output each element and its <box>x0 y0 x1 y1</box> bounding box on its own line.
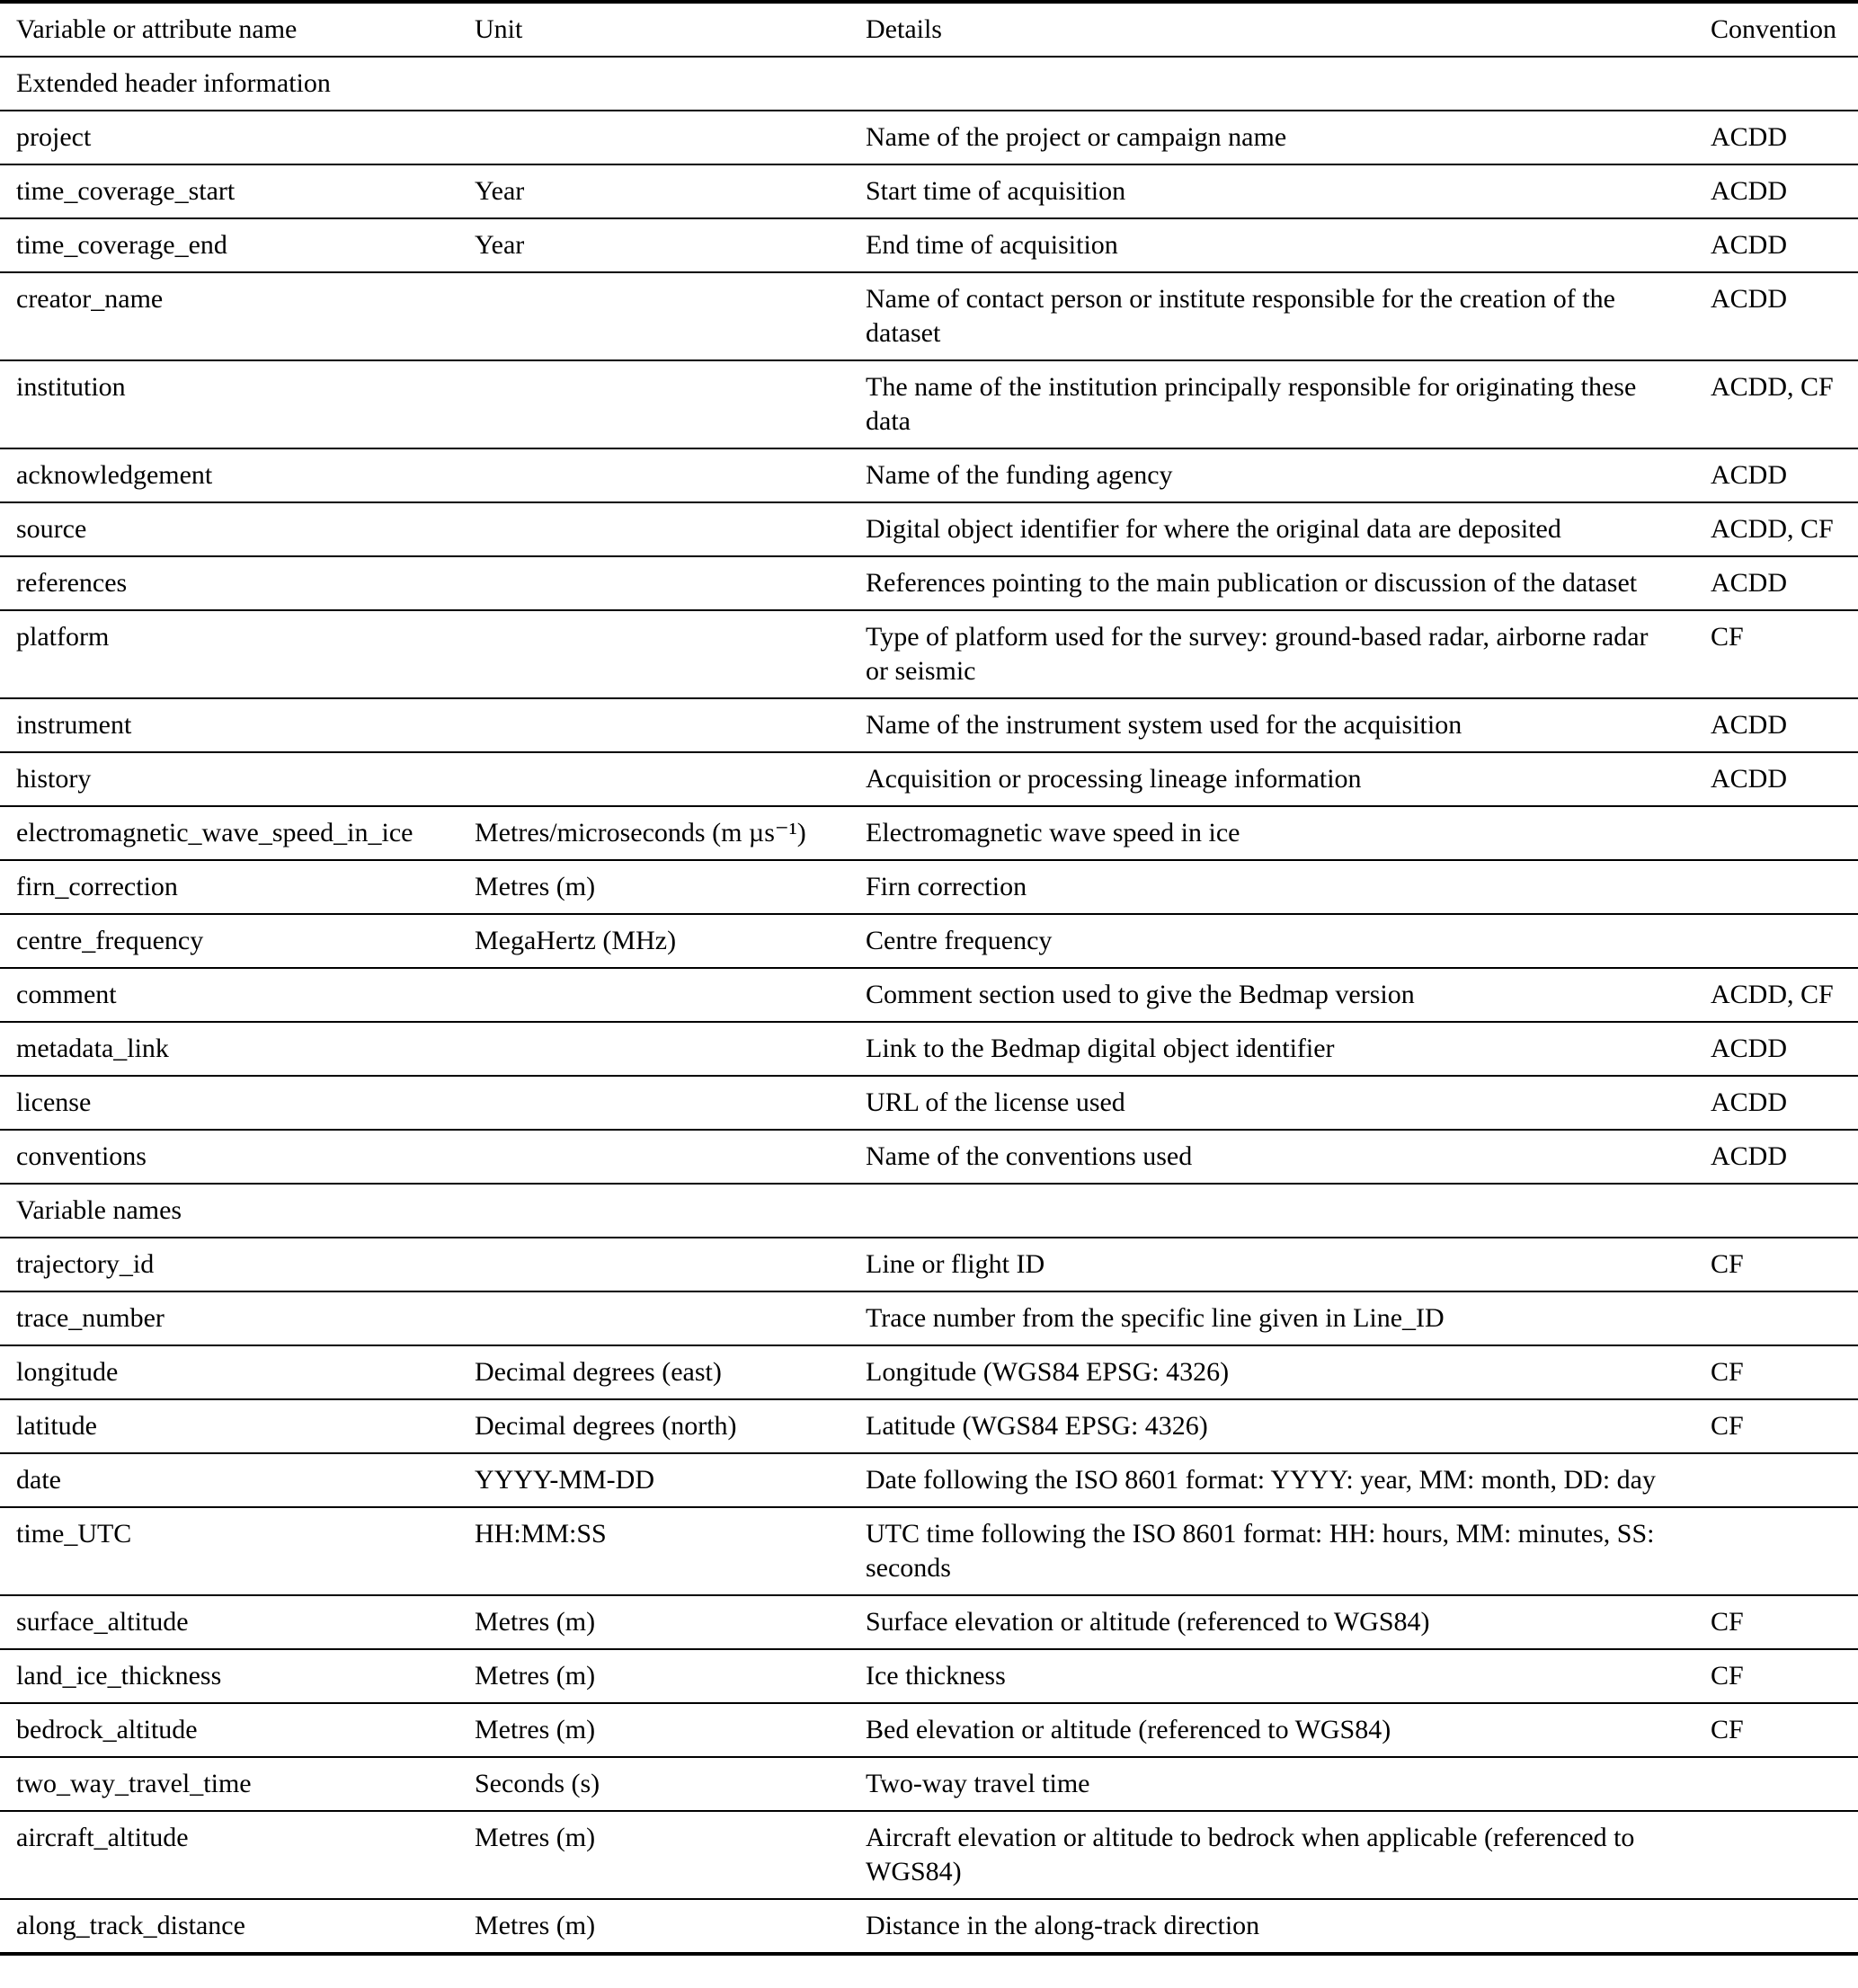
table-row <box>0 752 1858 806</box>
cell-name: trace_number <box>16 1303 164 1333</box>
column-header-variable-name: Variable or attribute name <box>16 14 298 44</box>
section-title-row <box>0 57 1858 111</box>
cell-unit: Metres (m) <box>475 1661 596 1691</box>
cell-unit <box>475 1022 866 1076</box>
cell-convention <box>1711 1291 1858 1345</box>
cell-name: time_coverage_start <box>16 176 236 206</box>
cell-convention: ACDD <box>1711 176 1788 206</box>
cell-details: Line or flight ID <box>866 1249 1045 1279</box>
cell-unit: Metres (m) <box>475 1607 596 1637</box>
table-row <box>0 1757 1858 1811</box>
cell-name: two_way_travel_time <box>16 1769 252 1798</box>
cell-name: history <box>16 764 92 794</box>
section-title: Variable names <box>16 1195 182 1225</box>
cell-name: electromagnetic_wave_speed_in_ice <box>16 818 413 848</box>
cell-name: instrument <box>16 710 132 740</box>
cell-unit: Metres (m) <box>475 1823 596 1852</box>
cell-unit <box>475 968 866 1022</box>
cell-details: Trace number from the specific line given in Line_ID <box>866 1303 1445 1333</box>
table-row <box>0 1399 1858 1453</box>
cell-unit: Seconds (s) <box>475 1769 600 1798</box>
column-header-unit: Unit <box>475 14 523 44</box>
cell-name: references <box>16 568 128 598</box>
cell-convention: ACDD <box>1711 1141 1788 1171</box>
table-row <box>0 1811 1858 1899</box>
cell-name: time_UTC <box>16 1519 132 1549</box>
cell-name: creator_name <box>16 284 164 314</box>
table-row <box>0 448 1858 502</box>
cell-details: Link to the Bedmap digital object identifier <box>866 1034 1335 1063</box>
cell-details: End time of acquisition <box>866 230 1118 260</box>
cell-unit: Year <box>475 176 525 206</box>
cell-name: longitude <box>16 1357 119 1387</box>
table-row <box>0 860 1858 914</box>
cell-name: institution <box>16 372 126 402</box>
table-row <box>0 1076 1858 1130</box>
cell-details: UTC time following the ISO 8601 format: HH: hours, MM: minutes, SS: seconds <box>866 1519 1655 1583</box>
table-row <box>0 1899 1858 1954</box>
cell-details: Firn correction <box>866 872 1027 901</box>
table-row <box>0 1507 1858 1595</box>
cell-name: acknowledgement <box>16 460 213 490</box>
cell-details: Bed elevation or altitude (referenced to WGS84) <box>866 1715 1391 1744</box>
cell-unit <box>475 698 866 752</box>
cell-unit <box>475 610 866 698</box>
cell-convention: ACDD <box>1711 460 1788 490</box>
cell-unit <box>475 272 866 360</box>
table-row <box>0 111 1858 164</box>
cell-details: Name of the conventions used <box>866 1141 1193 1171</box>
cell-convention <box>1711 1757 1858 1811</box>
table-row <box>0 914 1858 968</box>
table-row <box>0 806 1858 860</box>
cell-details: Start time of acquisition <box>866 176 1126 206</box>
column-header-details: Details <box>866 14 942 44</box>
cell-details: Surface elevation or altitude (referenced to WGS84) <box>866 1607 1430 1637</box>
cell-details: Aircraft elevation or altitude to bedrock when applicable (referenced to WGS84) <box>866 1823 1635 1886</box>
cell-unit: Metres (m) <box>475 872 596 901</box>
cell-convention: ACDD <box>1711 1087 1788 1117</box>
cell-convention: CF <box>1711 1607 1744 1637</box>
cell-name: license <box>16 1087 92 1117</box>
cell-unit <box>475 360 866 448</box>
table-row <box>0 1238 1858 1291</box>
cell-convention: CF <box>1711 1411 1744 1441</box>
cell-details: Name of the project or campaign name <box>866 122 1287 152</box>
table-row <box>0 1453 1858 1507</box>
cell-convention <box>1711 806 1858 860</box>
section-title-row <box>0 1184 1858 1238</box>
cell-details: Electromagnetic wave speed in ice <box>866 818 1240 848</box>
cell-convention <box>1711 1811 1858 1899</box>
cell-name: conventions <box>16 1141 147 1171</box>
cell-convention: CF <box>1711 1715 1744 1744</box>
header-row <box>0 2 1858 57</box>
cell-convention: ACDD, CF <box>1711 514 1834 544</box>
cell-name: time_coverage_end <box>16 230 227 260</box>
cell-details: Distance in the along-track direction <box>866 1911 1260 1940</box>
cell-name: surface_altitude <box>16 1607 189 1637</box>
cell-details: Digital object identifier for where the original data are deposited <box>866 514 1561 544</box>
table-row <box>0 1291 1858 1345</box>
cell-convention <box>1711 860 1858 914</box>
cell-unit <box>475 502 866 556</box>
cell-details: Centre frequency <box>866 926 1053 955</box>
cell-unit: Decimal degrees (north) <box>475 1411 737 1441</box>
cell-details: Date following the ISO 8601 format: YYYY: year, MM: month, DD: day <box>866 1465 1656 1495</box>
cell-convention: ACDD <box>1711 764 1788 794</box>
cell-unit <box>475 111 866 164</box>
cell-unit <box>475 1238 866 1291</box>
cell-name: source <box>16 514 87 544</box>
cell-unit: Decimal degrees (east) <box>475 1357 722 1387</box>
cell-name: project <box>16 122 92 152</box>
cell-name: land_ice_thickness <box>16 1661 222 1691</box>
cell-details: Latitude (WGS84 EPSG: 4326) <box>866 1411 1208 1441</box>
table-row <box>0 556 1858 610</box>
cell-unit <box>475 556 866 610</box>
cell-unit <box>475 1130 866 1184</box>
cell-name: platform <box>16 622 110 652</box>
cell-details: Ice thickness <box>866 1661 1006 1691</box>
cell-details: Name of contact person or institute responsible for the creation of the dataset <box>866 284 1615 348</box>
table-row <box>0 1022 1858 1076</box>
table-row <box>0 502 1858 556</box>
cell-name: aircraft_altitude <box>16 1823 189 1852</box>
cell-details: Longitude (WGS84 EPSG: 4326) <box>866 1357 1230 1387</box>
cell-unit <box>475 752 866 806</box>
cell-convention: ACDD <box>1711 230 1788 260</box>
table-row <box>0 1130 1858 1184</box>
cell-details: Name of the instrument system used for the acquisition <box>866 710 1462 740</box>
cell-name: metadata_link <box>16 1034 169 1063</box>
table-header <box>0 2 1858 57</box>
cell-name: firn_correction <box>16 872 178 901</box>
table-row <box>0 698 1858 752</box>
cell-convention: CF <box>1711 1249 1744 1279</box>
table-row <box>0 164 1858 218</box>
cell-name: bedrock_altitude <box>16 1715 198 1744</box>
cell-convention <box>1711 1453 1858 1507</box>
cell-convention <box>1711 1899 1858 1954</box>
cell-details: The name of the institution principally responsible for originating these data <box>866 372 1637 436</box>
cell-convention: ACDD <box>1711 284 1788 314</box>
cell-details: Type of platform used for the survey: ground-based radar, airborne radar or seismic <box>866 622 1649 686</box>
cell-convention: ACDD, CF <box>1711 372 1834 402</box>
cell-details: Name of the funding agency <box>866 460 1173 490</box>
cell-name: comment <box>16 980 117 1009</box>
table-row <box>0 1649 1858 1703</box>
cell-convention: ACDD <box>1711 710 1788 740</box>
cell-name: centre_frequency <box>16 926 204 955</box>
table-row <box>0 1345 1858 1399</box>
table-row <box>0 610 1858 698</box>
cell-convention <box>1711 1507 1858 1595</box>
table-row <box>0 360 1858 448</box>
table-row <box>0 218 1858 272</box>
table-row <box>0 1595 1858 1649</box>
cell-unit: MegaHertz (MHz) <box>475 926 677 955</box>
cell-convention: ACDD, CF <box>1711 980 1834 1009</box>
cell-convention: CF <box>1711 622 1744 652</box>
cell-convention: ACDD <box>1711 122 1788 152</box>
cell-details: URL of the license used <box>866 1087 1125 1117</box>
cell-name: latitude <box>16 1411 97 1441</box>
cell-convention: CF <box>1711 1661 1744 1691</box>
cell-unit <box>475 1291 866 1345</box>
section-title: Extended header information <box>16 68 331 98</box>
cell-details: Acquisition or processing lineage information <box>866 764 1362 794</box>
cell-convention <box>1711 914 1858 968</box>
cell-details: Comment section used to give the Bedmap version <box>866 980 1415 1009</box>
cell-name: date <box>16 1465 61 1495</box>
cell-name: trajectory_id <box>16 1249 155 1279</box>
cell-unit: Year <box>475 230 525 260</box>
cell-unit: Metres (m) <box>475 1911 596 1940</box>
cell-details: Two-way travel time <box>866 1769 1090 1798</box>
cell-unit: Metres (m) <box>475 1715 596 1744</box>
cell-convention: ACDD <box>1711 568 1788 598</box>
cell-unit: HH:MM:SS <box>475 1519 607 1549</box>
cell-name: along_track_distance <box>16 1911 245 1940</box>
cell-unit <box>475 448 866 502</box>
table-row <box>0 272 1858 360</box>
cell-convention: ACDD <box>1711 1034 1788 1063</box>
column-header-convention: Convention <box>1711 14 1836 44</box>
cell-unit <box>475 1076 866 1130</box>
cell-unit: YYYY-MM-DD <box>475 1465 654 1495</box>
table-row <box>0 1703 1858 1757</box>
table-row <box>0 968 1858 1022</box>
cell-details: References pointing to the main publication or discussion of the dataset <box>866 568 1638 598</box>
table-body <box>0 57 1858 1954</box>
cell-convention: CF <box>1711 1357 1744 1387</box>
cell-unit: Metres/microseconds (m µs⁻¹) <box>475 818 806 848</box>
